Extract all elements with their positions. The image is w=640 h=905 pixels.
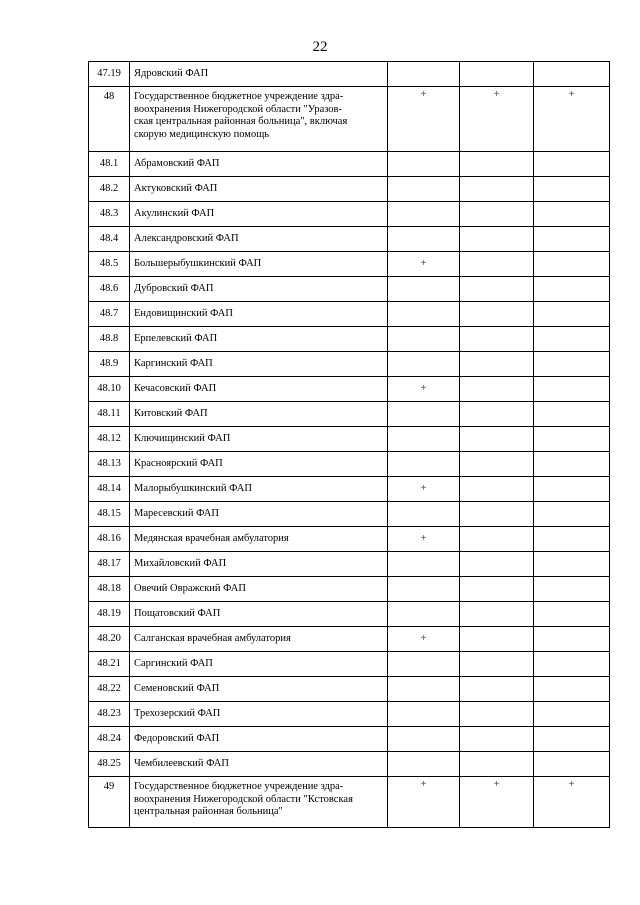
facility-name: Ключищинский ФАП bbox=[130, 427, 388, 452]
mark-cell-2 bbox=[460, 427, 534, 452]
row-number: 48.9 bbox=[89, 352, 130, 377]
table-row bbox=[89, 277, 610, 302]
facility-name: Саргинский ФАП bbox=[130, 652, 388, 677]
mark-cell-1: + bbox=[388, 252, 460, 277]
row-number: 48.10 bbox=[89, 377, 130, 402]
table-row bbox=[89, 502, 610, 527]
mark-cell-2: + bbox=[460, 87, 534, 152]
mark-cell-2 bbox=[460, 727, 534, 752]
facilities-table bbox=[88, 61, 610, 828]
row-number: 48.2 bbox=[89, 177, 130, 202]
mark-cell-3 bbox=[534, 577, 610, 602]
mark-cell-2 bbox=[460, 452, 534, 477]
mark-cell-3: + bbox=[534, 777, 610, 828]
mark-cell-2 bbox=[460, 62, 534, 87]
mark-cell-3 bbox=[534, 352, 610, 377]
mark-cell-3 bbox=[534, 702, 610, 727]
table-row bbox=[89, 452, 610, 477]
facility-name: Малорыбушкинский ФАП bbox=[130, 477, 388, 502]
mark-cell-3 bbox=[534, 627, 610, 652]
mark-cell-1: + bbox=[388, 777, 460, 828]
table-row bbox=[89, 62, 610, 87]
facility-name: Трехозерский ФАП bbox=[130, 702, 388, 727]
mark-cell-2 bbox=[460, 177, 534, 202]
table-row bbox=[89, 202, 610, 227]
mark-cell-2 bbox=[460, 352, 534, 377]
table-row bbox=[89, 152, 610, 177]
row-number: 48.5 bbox=[89, 252, 130, 277]
mark-cell-1 bbox=[388, 752, 460, 777]
mark-cell-1 bbox=[388, 327, 460, 352]
row-number: 48 bbox=[89, 87, 130, 152]
mark-cell-1 bbox=[388, 227, 460, 252]
mark-cell-1 bbox=[388, 727, 460, 752]
table-row bbox=[89, 352, 610, 377]
table-row bbox=[89, 702, 610, 727]
row-number: 48.14 bbox=[89, 477, 130, 502]
facility-name: Государственное бюджетное учреждение здра- воохранения Нижегородской области "Уразов- ская центральная районная больница", включая скорую медицинскую помощь bbox=[130, 87, 388, 152]
mark-cell-1: + bbox=[388, 477, 460, 502]
row-number: 48.23 bbox=[89, 702, 130, 727]
mark-cell-3 bbox=[534, 277, 610, 302]
mark-cell-2 bbox=[460, 477, 534, 502]
mark-cell-3 bbox=[534, 452, 610, 477]
facility-name: Овечий Овражский ФАП bbox=[130, 577, 388, 602]
mark-cell-2 bbox=[460, 302, 534, 327]
table-row bbox=[89, 327, 610, 352]
table-row bbox=[89, 252, 610, 277]
mark-cell-2 bbox=[460, 602, 534, 627]
table-row bbox=[89, 527, 610, 552]
mark-cell-1 bbox=[388, 202, 460, 227]
row-number: 49 bbox=[89, 777, 130, 828]
row-number: 48.21 bbox=[89, 652, 130, 677]
table-row bbox=[89, 552, 610, 577]
mark-cell-2 bbox=[460, 502, 534, 527]
facility-name: Большерыбушкинский ФАП bbox=[130, 252, 388, 277]
facility-name: Федоровский ФАП bbox=[130, 727, 388, 752]
mark-cell-1: + bbox=[388, 87, 460, 152]
mark-cell-3 bbox=[534, 227, 610, 252]
mark-cell-2 bbox=[460, 627, 534, 652]
mark-cell-3 bbox=[534, 152, 610, 177]
mark-cell-2 bbox=[460, 577, 534, 602]
mark-cell-2 bbox=[460, 677, 534, 702]
row-number: 48.1 bbox=[89, 152, 130, 177]
row-number: 48.18 bbox=[89, 577, 130, 602]
row-number: 48.12 bbox=[89, 427, 130, 452]
row-number: 48.16 bbox=[89, 527, 130, 552]
table-row bbox=[89, 227, 610, 252]
mark-cell-2 bbox=[460, 752, 534, 777]
mark-cell-1 bbox=[388, 677, 460, 702]
facility-name: Пощатовский ФАП bbox=[130, 602, 388, 627]
row-number: 48.17 bbox=[89, 552, 130, 577]
mark-cell-3 bbox=[534, 527, 610, 552]
mark-cell-3 bbox=[534, 502, 610, 527]
facility-name: Государственное бюджетное учреждение здра- воохранения Нижегородской области "Кстовская центральная районная больница" bbox=[130, 777, 388, 828]
table-row bbox=[89, 402, 610, 427]
mark-cell-3 bbox=[534, 177, 610, 202]
facility-name: Ерпелевский ФАП bbox=[130, 327, 388, 352]
row-number: 47.19 bbox=[89, 62, 130, 87]
facility-name: Медянская врачебная амбулатория bbox=[130, 527, 388, 552]
table-row bbox=[89, 627, 610, 652]
row-number: 48.15 bbox=[89, 502, 130, 527]
mark-cell-1 bbox=[388, 602, 460, 627]
table-row bbox=[89, 477, 610, 502]
mark-cell-1 bbox=[388, 352, 460, 377]
facility-name: Актуковский ФАП bbox=[130, 177, 388, 202]
mark-cell-3 bbox=[534, 202, 610, 227]
row-number: 48.25 bbox=[89, 752, 130, 777]
table-row bbox=[89, 602, 610, 627]
mark-cell-2 bbox=[460, 652, 534, 677]
mark-cell-2 bbox=[460, 227, 534, 252]
mark-cell-1 bbox=[388, 452, 460, 477]
facility-name: Дубровский ФАП bbox=[130, 277, 388, 302]
mark-cell-2 bbox=[460, 702, 534, 727]
facility-name: Ядровский ФАП bbox=[130, 62, 388, 87]
mark-cell-3: + bbox=[534, 87, 610, 152]
mark-cell-3 bbox=[534, 62, 610, 87]
mark-cell-3 bbox=[534, 252, 610, 277]
mark-cell-1 bbox=[388, 652, 460, 677]
row-number: 48.19 bbox=[89, 602, 130, 627]
mark-cell-1: + bbox=[388, 627, 460, 652]
mark-cell-3 bbox=[534, 602, 610, 627]
mark-cell-3 bbox=[534, 677, 610, 702]
mark-cell-1 bbox=[388, 277, 460, 302]
mark-cell-1 bbox=[388, 402, 460, 427]
table-row bbox=[89, 677, 610, 702]
facility-name: Михайловский ФАП bbox=[130, 552, 388, 577]
mark-cell-2 bbox=[460, 252, 534, 277]
row-number: 48.20 bbox=[89, 627, 130, 652]
row-number: 48.13 bbox=[89, 452, 130, 477]
mark-cell-2 bbox=[460, 527, 534, 552]
table-row bbox=[89, 752, 610, 777]
mark-cell-2 bbox=[460, 402, 534, 427]
facility-name: Кечасовский ФАП bbox=[130, 377, 388, 402]
page-number: 22 bbox=[312, 39, 328, 55]
facility-name: Салганская врачебная амбулатория bbox=[130, 627, 388, 652]
facility-name: Акулинский ФАП bbox=[130, 202, 388, 227]
table-row bbox=[89, 427, 610, 452]
facility-name: Красноярский ФАП bbox=[130, 452, 388, 477]
table-row bbox=[89, 777, 610, 828]
table-body bbox=[89, 62, 610, 828]
facility-name: Каргинский ФАП bbox=[130, 352, 388, 377]
mark-cell-3 bbox=[534, 377, 610, 402]
mark-cell-3 bbox=[534, 427, 610, 452]
row-number: 48.22 bbox=[89, 677, 130, 702]
facility-name: Семеновский ФАП bbox=[130, 677, 388, 702]
mark-cell-1: + bbox=[388, 377, 460, 402]
row-number: 48.6 bbox=[89, 277, 130, 302]
facility-name: Абрамовский ФАП bbox=[130, 152, 388, 177]
facility-name: Китовский ФАП bbox=[130, 402, 388, 427]
facility-name: Ендовищинский ФАП bbox=[130, 302, 388, 327]
table-row bbox=[89, 377, 610, 402]
table-row bbox=[89, 87, 610, 152]
mark-cell-3 bbox=[534, 552, 610, 577]
mark-cell-1 bbox=[388, 177, 460, 202]
mark-cell-1 bbox=[388, 702, 460, 727]
mark-cell-2 bbox=[460, 277, 534, 302]
mark-cell-2 bbox=[460, 327, 534, 352]
mark-cell-3 bbox=[534, 752, 610, 777]
table-row bbox=[89, 177, 610, 202]
mark-cell-1 bbox=[388, 502, 460, 527]
table-row bbox=[89, 652, 610, 677]
mark-cell-3 bbox=[534, 652, 610, 677]
mark-cell-3 bbox=[534, 402, 610, 427]
row-number: 48.11 bbox=[89, 402, 130, 427]
mark-cell-3 bbox=[534, 727, 610, 752]
mark-cell-1 bbox=[388, 302, 460, 327]
mark-cell-1 bbox=[388, 62, 460, 87]
mark-cell-3 bbox=[534, 327, 610, 352]
row-number: 48.8 bbox=[89, 327, 130, 352]
row-number: 48.24 bbox=[89, 727, 130, 752]
mark-cell-2 bbox=[460, 152, 534, 177]
table-row bbox=[89, 727, 610, 752]
mark-cell-1 bbox=[388, 427, 460, 452]
facility-name: Маресевский ФАП bbox=[130, 502, 388, 527]
mark-cell-1 bbox=[388, 152, 460, 177]
facility-name: Александровский ФАП bbox=[130, 227, 388, 252]
row-number: 48.3 bbox=[89, 202, 130, 227]
mark-cell-1 bbox=[388, 552, 460, 577]
mark-cell-2: + bbox=[460, 777, 534, 828]
row-number: 48.4 bbox=[89, 227, 130, 252]
table-row bbox=[89, 302, 610, 327]
mark-cell-3 bbox=[534, 302, 610, 327]
mark-cell-2 bbox=[460, 552, 534, 577]
mark-cell-1 bbox=[388, 577, 460, 602]
table-row bbox=[89, 577, 610, 602]
mark-cell-1: + bbox=[388, 527, 460, 552]
mark-cell-2 bbox=[460, 377, 534, 402]
row-number: 48.7 bbox=[89, 302, 130, 327]
mark-cell-2 bbox=[460, 202, 534, 227]
mark-cell-3 bbox=[534, 477, 610, 502]
facility-name: Чембилеевский ФАП bbox=[130, 752, 388, 777]
